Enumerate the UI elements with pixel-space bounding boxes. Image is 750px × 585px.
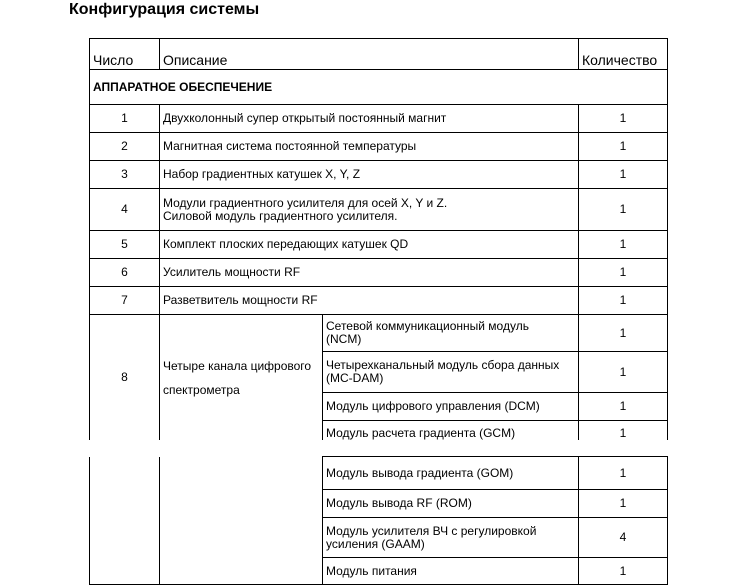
table-row xyxy=(90,259,668,287)
row-desc-line2: Силовой модуль градиентного усилителя. xyxy=(163,208,398,223)
row-desc-line2: спектрометра xyxy=(163,382,240,397)
table-row xyxy=(90,457,668,490)
sub-desc xyxy=(323,518,579,558)
config-table-continued xyxy=(89,456,668,585)
header-desc: Описание xyxy=(160,39,579,70)
row-desc xyxy=(160,315,323,441)
sub-qty: 1 xyxy=(579,490,668,518)
sub-qty: 1 xyxy=(579,421,668,441)
sub-qty: 1 xyxy=(579,315,668,352)
row-qty: 1 xyxy=(579,287,668,315)
header-qty: Количество xyxy=(579,39,668,70)
row-num: 1 xyxy=(90,105,160,133)
table-row xyxy=(90,287,668,315)
row-num: 6 xyxy=(90,259,160,287)
sub-desc-line1: Модуль усилителя ВЧ с регулировкой xyxy=(326,523,537,538)
table-row xyxy=(90,231,668,259)
table-row xyxy=(90,161,668,189)
sub-qty: 1 xyxy=(579,393,668,421)
row-desc: Магнитная система постоянной температуры xyxy=(160,133,579,161)
row-num: 8 xyxy=(90,315,160,441)
table-row xyxy=(90,315,668,352)
sub-desc-line2: (NCM) xyxy=(326,332,362,346)
sub-desc-line1: Четырехканальный модуль сбора данных xyxy=(326,358,560,372)
table-row xyxy=(90,133,668,161)
row-num: 4 xyxy=(90,189,160,231)
row-desc-line1: Четыре канала цифрового xyxy=(163,358,312,373)
row-num: 7 xyxy=(90,287,160,315)
sub-desc-line2: (MC-DAM) xyxy=(326,371,384,385)
row-qty: 1 xyxy=(579,189,668,231)
table-header-row xyxy=(90,39,668,70)
section-row xyxy=(90,70,668,105)
sub-desc-line2: усиления (GAAM) xyxy=(326,536,425,551)
config-table xyxy=(89,38,668,440)
page-title: Конфигурация системы xyxy=(69,1,260,18)
row-desc-line1: Модули градиентного усилителя для осей X, Y и Z. xyxy=(163,195,448,210)
row-desc xyxy=(160,189,579,231)
sub-desc: Модуль цифрового управления (DCM) xyxy=(323,393,579,421)
row-desc: Разветвитель мощности RF xyxy=(160,287,579,315)
sub-desc: Модуль вывода градиента (GOM) xyxy=(323,457,579,490)
row-num: 5 xyxy=(90,231,160,259)
section-title: АППАРАТНОЕ ОБЕСПЕЧЕНИЕ xyxy=(90,70,668,105)
row-desc: Усилитель мощности RF xyxy=(160,259,579,287)
row-desc-continued xyxy=(160,457,323,585)
row-qty: 1 xyxy=(579,105,668,133)
header-num: Число xyxy=(90,39,160,70)
row-desc: Комплект плоских передающих катушек QD xyxy=(160,231,579,259)
row-desc: Набор градиентных катушек X, Y, Z xyxy=(160,161,579,189)
sub-desc-line1: Сетевой коммуникационный модуль xyxy=(326,319,529,333)
row-desc: Двухколонный супер открытый постоянный магнит xyxy=(160,105,579,133)
table-row xyxy=(90,189,668,231)
sub-qty: 1 xyxy=(579,457,668,490)
sub-desc xyxy=(323,352,579,393)
sub-qty: 1 xyxy=(579,352,668,393)
sub-qty: 1 xyxy=(579,558,668,585)
sub-qty: 4 xyxy=(579,518,668,558)
row-qty: 1 xyxy=(579,161,668,189)
row-num: 3 xyxy=(90,161,160,189)
sub-desc: Модуль вывода RF (ROM) xyxy=(323,490,579,518)
row-qty: 1 xyxy=(579,133,668,161)
row-qty: 1 xyxy=(579,231,668,259)
row-num-continued xyxy=(90,457,160,585)
sub-desc: Модуль расчета градиента (GCM) xyxy=(323,421,579,441)
sub-desc: Модуль питания xyxy=(323,558,579,585)
sub-desc xyxy=(323,315,579,352)
row-qty: 1 xyxy=(579,259,668,287)
row-num: 2 xyxy=(90,133,160,161)
table-row xyxy=(90,105,668,133)
